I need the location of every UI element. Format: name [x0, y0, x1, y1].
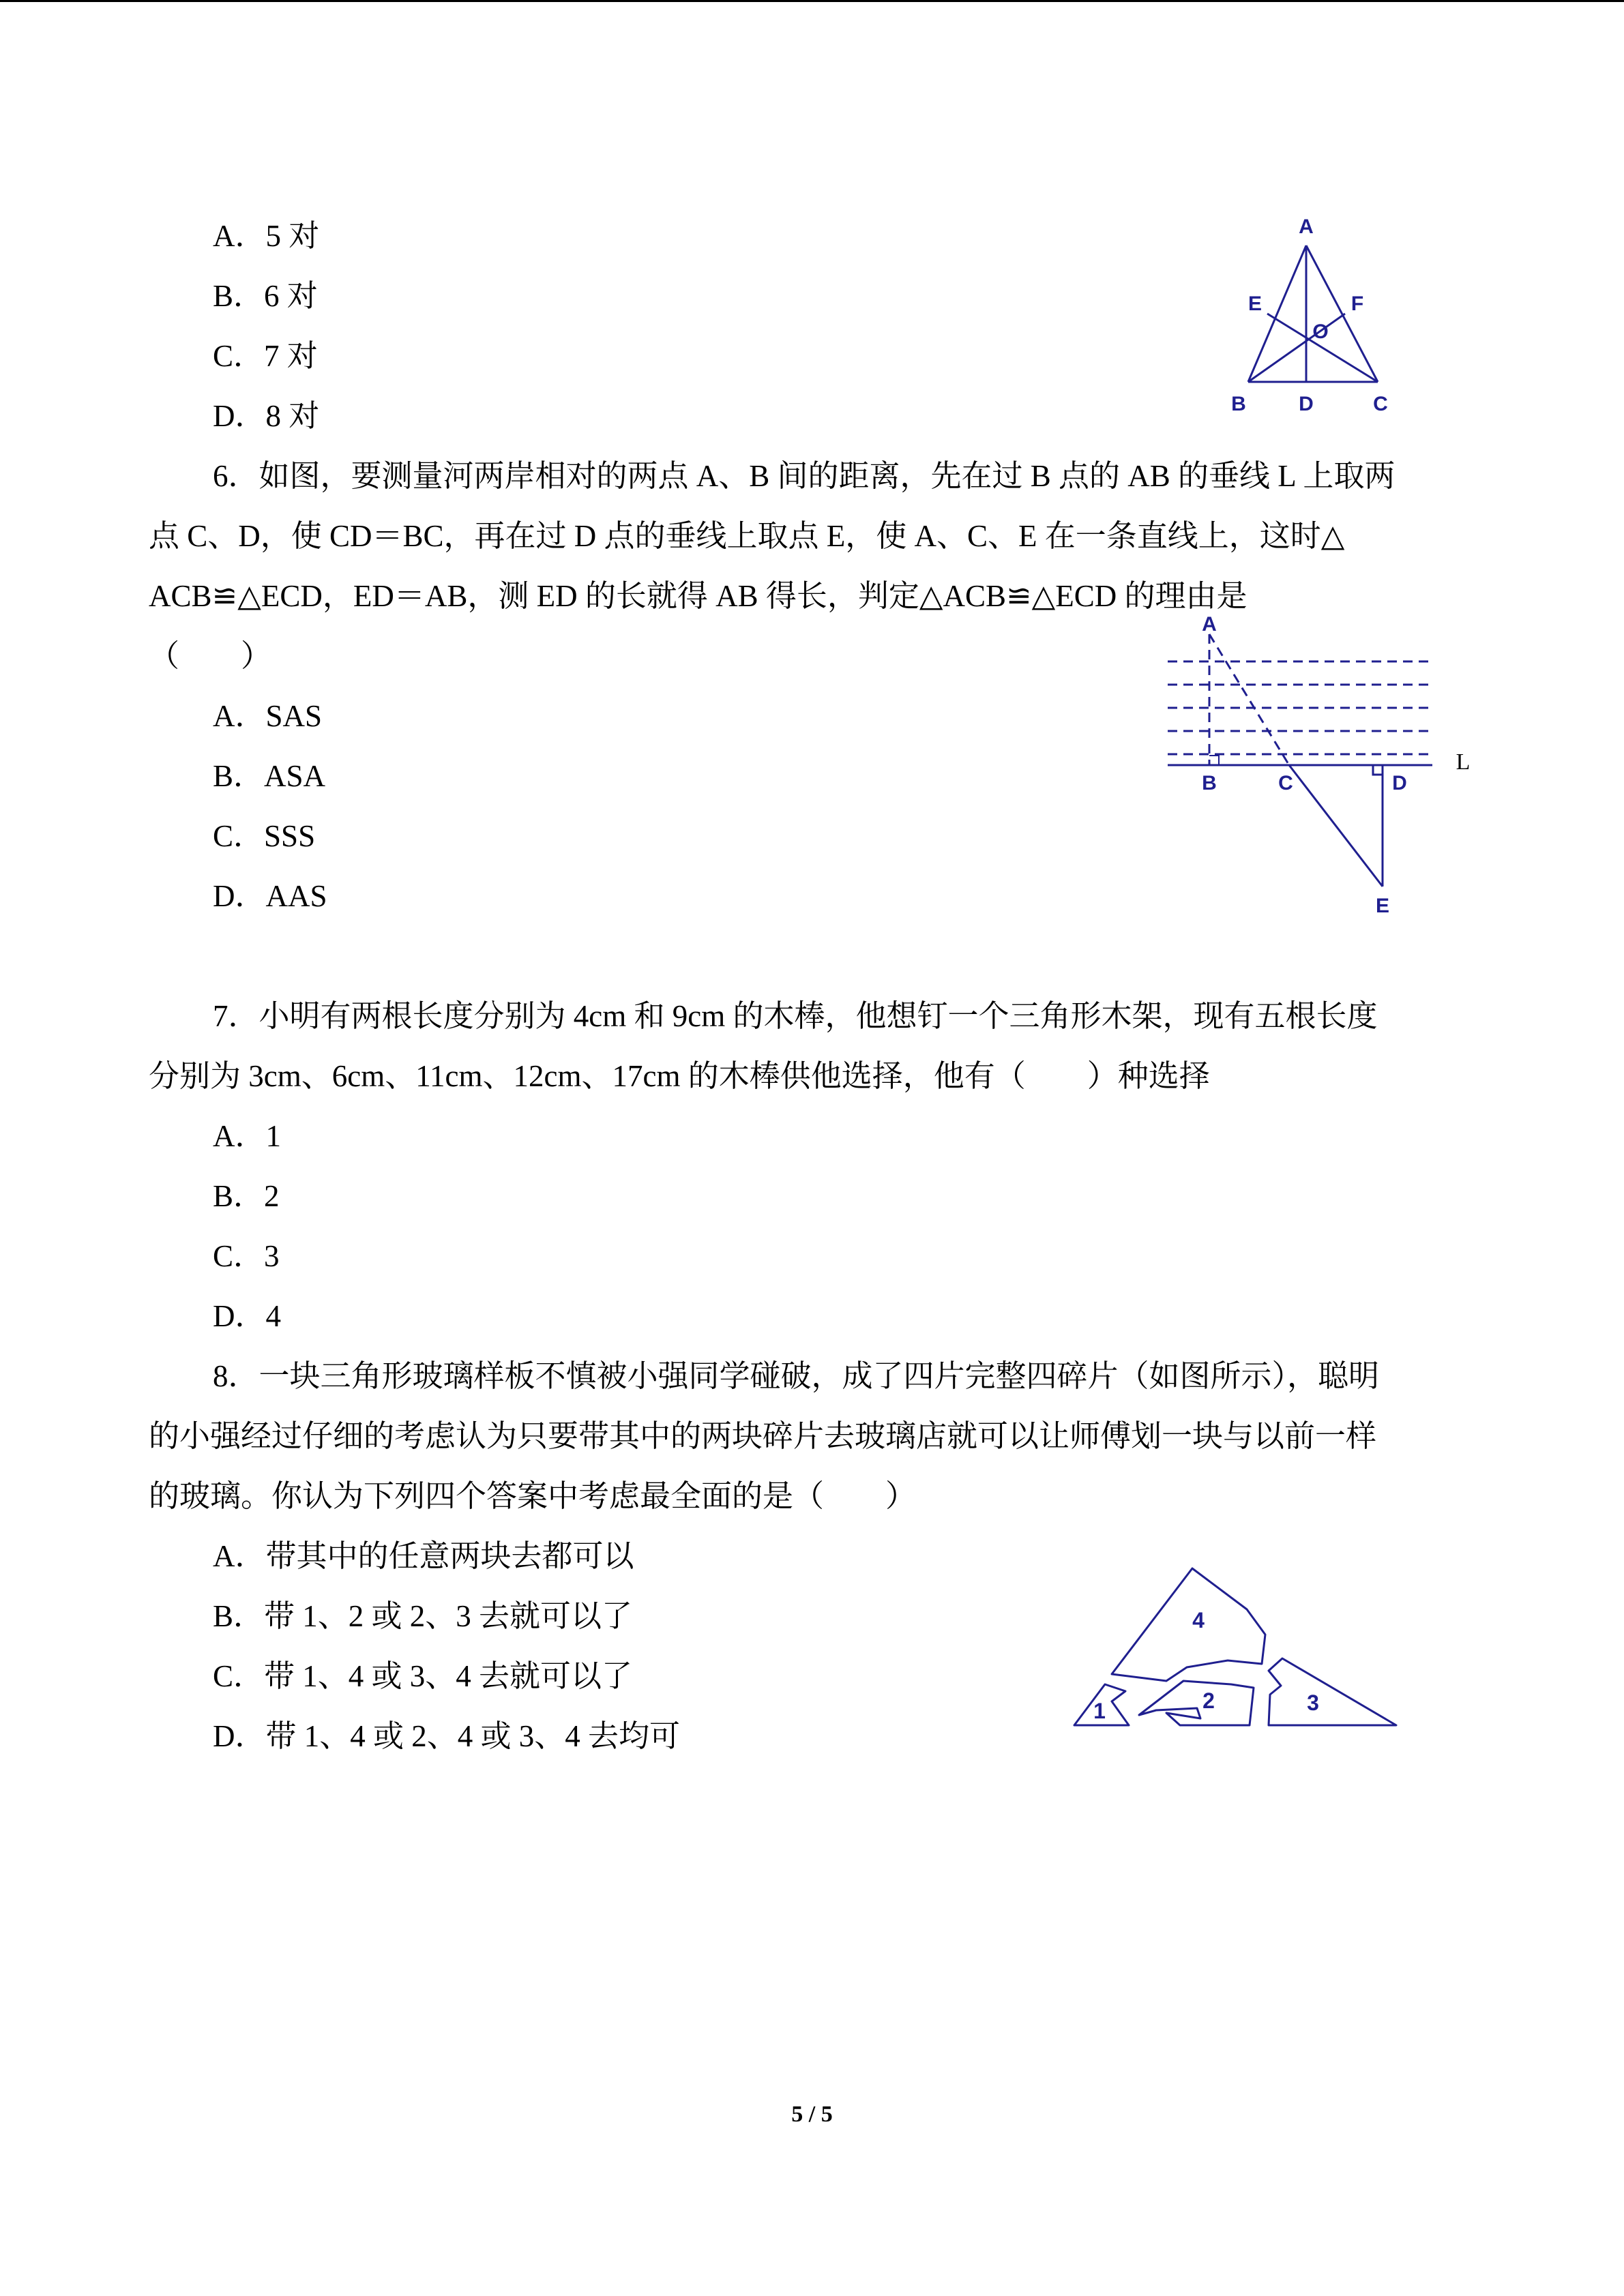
q6-option-c: C．SSS	[213, 819, 316, 853]
q6-label-c: C	[1278, 772, 1293, 794]
q5-label-c: C	[1373, 393, 1388, 415]
q6-river-figure	[1160, 607, 1487, 921]
q7-stem-line-2: 分别为 3cm、6cm、11cm、12cm、17cm 的木棒供他选择，他有（ ）种选择	[149, 1059, 1210, 1093]
q7-option-d: D．4	[213, 1299, 281, 1333]
q6-label-b: B	[1202, 772, 1217, 794]
q6-segment-ce	[1289, 765, 1383, 886]
q5-label-b: B	[1231, 393, 1246, 415]
q8-label-piece-1: 1	[1093, 1699, 1106, 1723]
q8-piece-2	[1139, 1681, 1254, 1725]
q5-label-o: O	[1312, 320, 1329, 343]
q8-option-a: A．带其中的任意两块去都可以	[213, 1539, 634, 1573]
q8-stem-line-2: 的小强经过仔细的考虑认为只要带其中的两块碎片去玻璃店就可以让师傅划一块与以前一样	[149, 1419, 1377, 1453]
top-border-line	[0, 0, 1624, 2]
q5-label-e: E	[1247, 293, 1263, 315]
q8-broken-glass-figure	[1064, 1555, 1405, 1739]
q8-label-piece-2: 2	[1202, 1688, 1215, 1713]
q8-option-d: D．带 1、4 或 2、4 或 3、4 去均可	[213, 1719, 680, 1753]
q7-option-a: A．1	[213, 1119, 281, 1153]
q5-label-d: D	[1299, 393, 1314, 415]
q8-option-c: C．带 1、4 或 3、4 去就可以了	[213, 1659, 633, 1693]
q8-piece-4	[1112, 1568, 1265, 1681]
q5-side-ac	[1306, 245, 1378, 382]
q6-right-angle-d	[1373, 765, 1383, 775]
q8-option-b: B．带 1、2 或 2、3 去就可以了	[213, 1599, 633, 1633]
q6-segment-ac	[1209, 634, 1289, 765]
q6-option-d: D．AAS	[213, 879, 327, 913]
q7-option-b: B．2	[213, 1179, 280, 1213]
q6-label-a: A	[1202, 613, 1217, 636]
q7-option-c: C．3	[213, 1239, 280, 1273]
q5-label-f: F	[1350, 293, 1364, 315]
q8-label-piece-4: 4	[1192, 1608, 1205, 1632]
q8-stem-line-1: 8．一块三角形玻璃样板不慎被小强同学碰破，成了四片完整四碎片（如图所示），聪明	[213, 1359, 1380, 1393]
q6-stem-line-2: 点 C、D，使 CD＝BC，再在过 D 点的垂线上取点 E，使 A、C、E 在一条直线上，这时△	[149, 519, 1345, 553]
q5-option-d: D．8 对	[213, 399, 320, 433]
q6-label-l: L	[1456, 749, 1471, 775]
q6-label-d: D	[1392, 772, 1407, 794]
q5-option-a: A．5 对	[213, 219, 320, 253]
q6-right-angle-b	[1209, 756, 1219, 765]
q8-piece-3	[1269, 1658, 1396, 1725]
page-number: 5 / 5	[791, 2102, 833, 2127]
q6-stem-line-1: 6．如图，要测量河两岸相对的两点 A、B 间的距离，先在过 B 点的 AB 的垂线 L 上取两	[213, 459, 1396, 493]
q5-triangle-figure	[1214, 211, 1412, 423]
q5-option-b: B．6 对	[213, 279, 318, 313]
q8-label-piece-3: 3	[1307, 1690, 1319, 1715]
q6-label-e: E	[1375, 895, 1390, 917]
q8-stem-line-3: 的玻璃。你认为下列四个答案中考虑最全面的是（ ）	[149, 1479, 917, 1513]
q6-stem-line-3: ACB≌△ECD，ED＝AB，测 ED 的长就得 AB 得长，判定△ACB≌△ECD 的理由是	[149, 579, 1247, 613]
q5-option-c: C．7 对	[213, 339, 318, 373]
q7-stem-line-1: 7．小明有两根长度分别为 4cm 和 9cm 的木棒，他想钉一个三角形木架，现有五根长度	[213, 999, 1378, 1033]
q5-label-a: A	[1299, 215, 1314, 238]
q6-option-a: A．SAS	[213, 699, 323, 733]
q6-stem-line-4: （ ）	[149, 639, 272, 673]
q6-option-b: B．ASA	[213, 759, 326, 793]
